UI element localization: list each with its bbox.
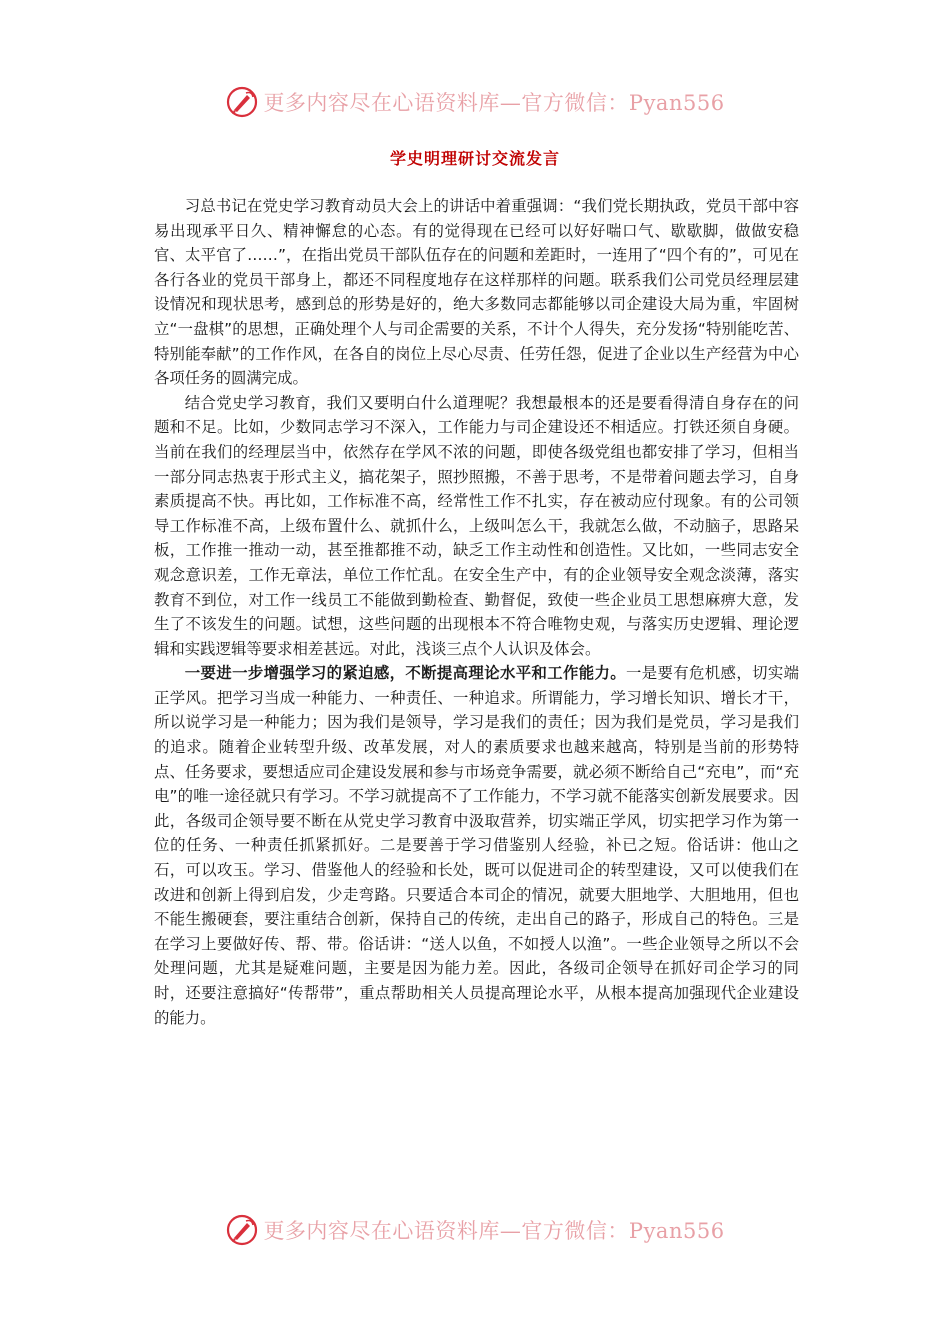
header-watermark-banner [0, 82, 950, 122]
paragraph-1 [154, 194, 799, 391]
paragraph-text: 结合党史学习教育，我们又要明白什么道理呢？我想最根本的还是要看得清自身存在的问题和不足。比如，少数同志学习不深入，工作能力与司企建设还不相适应。打铁还须自身硬。当前在我们的经理层当中，依然存在学风不浓的问题，即使各级党组也都安排了学习，但相当一部分同志热衷于形式主义，搞花架子，照抄照搬，不善于思考，不是带着问题去学习，自身素质提高不快。再比如，工作标准不高，经常性工作不扎实，存在被动应付现象。有的公司领导工作标准不高，上级布置什么、就抓什么，上级叫怎么干，我就怎么做，不动脑子，思路呆板，工作推一推动一动，甚至推都推不动，缺乏工作主动性和创造性。又比如，一些同志安全观念意识差，工作无章法，单位工作忙乱。在安全生产中，有的企业领导安全观念淡薄，落实教育不到位，对工作一线员工不能做到勤检查、勤督促，致使一些企业员工思想麻痹大意，发生了不该发生的问题。试想，这些问题的出现根本不符合唯物史观，与落实历史逻辑、理论逻辑和实践逻辑等要求相差甚远。对此，浅谈三点个人认识及体会。 [154, 393, 799, 658]
pen-nib-logo-icon [225, 85, 259, 119]
paragraph-text: 习总书记在党史学习教育动员大会上的讲话中着重强调：“我们党长期执政，党员干部中容易出现承平日久、精神懈怠的心态。有的觉得现在已经可以好好喘口气、歇歇脚，做做安稳官、太平官了……”，在指出党员干部队伍存在的问题和差距时，一连用了“四个有的”，可见在各行各业的党员干部身上，都还不同程度地存在这样那样的问题。联系我们公司党员经理层建设情况和现状思考，感到总的形势是好的，绝大多数同志都能够以司企建设大局为重，牢固树立“一盘棋”的思想，正确处理个人与司企需要的关系，不计个人得失，充分发扬“特别能吃苦、特别能奉献”的工作作风，在各自的岗位上尽心尽责、任劳任怨，促进了企业以生产经营为中心各项任务的圆满完成。 [154, 197, 799, 388]
pen-nib-logo-icon [225, 1213, 259, 1247]
document-body [154, 194, 799, 1030]
watermark-text: 更多内容尽在心语资料库—官方微信：Pyan556 [263, 1219, 725, 1243]
watermark-text: 更多内容尽在心语资料库—官方微信：Pyan556 [263, 91, 725, 115]
paragraph-text: 一是要有危机感，切实端正学风。把学习当成一种能力、一种责任、一种追求。所谓能力，学习增长知识、增长才干，所以说学习是一种能力；因为我们是领导，学习是我们的责任；因为我们是党员，学习是我们的追求。随着企业转型升级、改革发展，对人的素质要求也越来越高，特别是当前的形势特点、任务要求，要想适应司企建设发展和参与市场竞争需要，就必须不断给自己“充电”，而“充电”的唯一途径就只有学习。不学习就提高不了工作能力，不学习就不能落实创新发展要求。因此，各级司企领导要不断在从党史学习教育中汲取营养，切实端正学风，切实把学习作为第一位的任务、一种责任抓紧抓好。二是要善于学习借鉴别人经验，补已之短。俗话讲：他山之石，可以攻玉。学习、借鉴他人的经验和长处，既可以促进司企的转型建设，又可以使我们在改进和创新上得到启发，少走弯路。只要适合本司企的情况，就要大胆地学、大胆地用，但也不能生搬硬套，要注重结合创新，保持自己的传统，走出自己的路子，形成自己的特色。三是在学习上要做好传、帮、带。俗话讲：“送人以鱼，不如授人以渔”。一些企业领导之所以不会处理问题，尤其是疑难问题，主要是因为能力差。因此，各级司企领导在抓好司企学习的同时，还要注意搞好“传帮带”，重点帮助相关人员提高理论水平，从根本提高加强现代企业建设的能力。 [154, 664, 799, 1027]
paragraph-3 [154, 661, 799, 1030]
footer-watermark-banner [0, 1210, 950, 1250]
document-title: 学史明理研讨交流发言 [389, 149, 560, 168]
paragraph-lead: 一要进一步增强学习的紧迫感，不断提高理论水平和工作能力。 [184, 664, 627, 683]
paragraph-2 [154, 391, 799, 662]
